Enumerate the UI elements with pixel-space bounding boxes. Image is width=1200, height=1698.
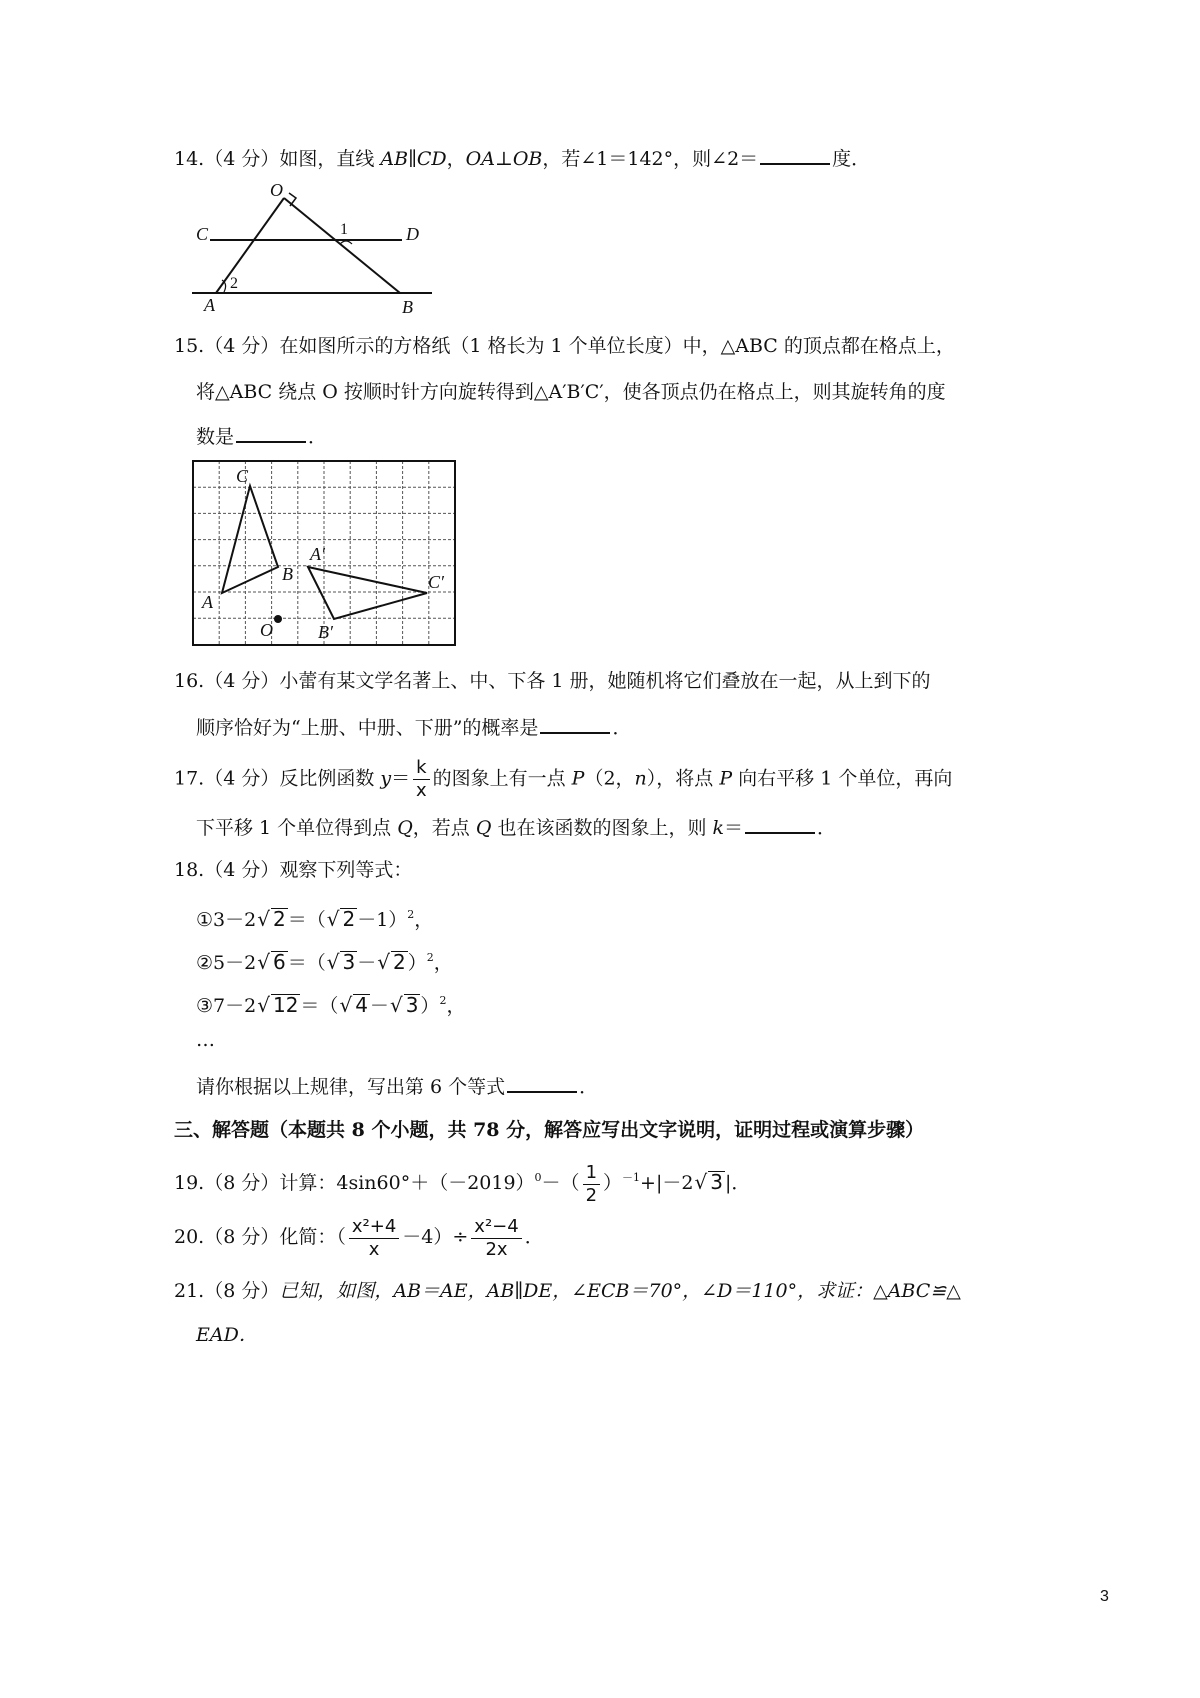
q17-text-2: 的图象上有一点 bbox=[432, 767, 572, 790]
q19-points: （8 分） bbox=[204, 1172, 280, 1194]
q18-points: （4 分） bbox=[204, 859, 280, 881]
q18-e3-a: ③7－2 bbox=[196, 995, 257, 1017]
q17-text-1: 反比例函数 bbox=[279, 767, 381, 790]
q19-radicand: 3 bbox=[710, 1170, 723, 1194]
q18-ask-text: 请你根据以上规律，写出第 6 个等式 bbox=[196, 1076, 506, 1098]
q18-equation-1 bbox=[196, 902, 433, 933]
q18-e3-radicand-1: 12 bbox=[272, 993, 299, 1017]
q14-figure bbox=[190, 178, 440, 318]
q18-e1-sup: 2 bbox=[407, 908, 415, 921]
q18-intro: 观察下列等式： bbox=[279, 859, 413, 881]
q14-label-d: D bbox=[406, 224, 419, 244]
q17-var-y: y bbox=[380, 767, 392, 790]
q14-answer-blank[interactable] bbox=[760, 145, 830, 165]
q14-angle-1: 1 bbox=[340, 221, 348, 238]
q17-line-2 bbox=[196, 814, 836, 841]
q14-number: 14. bbox=[174, 148, 205, 170]
q14-label-o: O bbox=[270, 180, 283, 200]
q16-text-2: 顺序恰好为“上册、中册、下册”的概率是 bbox=[196, 717, 539, 739]
section-3-heading: 三、解答题（本题共 8 个小题，共 78 分，解答应写出文字说明，证明过程或演算步骤） bbox=[174, 1119, 925, 1141]
q18-e2-radical-sign: √ bbox=[257, 950, 270, 974]
q18-e3-c: － bbox=[369, 995, 389, 1017]
q17-var-n: n bbox=[634, 767, 647, 790]
q17-text-9: ＝ bbox=[724, 817, 744, 839]
q20-text-3: ． bbox=[524, 1226, 544, 1248]
q17-point-p-2: P bbox=[719, 767, 733, 790]
q15-label-c-prime: C′ bbox=[428, 572, 444, 592]
q18-ask bbox=[196, 1073, 598, 1100]
q18-e3-radicand-2: 4 bbox=[355, 993, 368, 1017]
q18-e2-sup: 2 bbox=[426, 951, 434, 964]
q17-frac-den: x bbox=[416, 780, 427, 801]
q16-text-1: 小蕾有某文学名著上、中、下各 1 册，她随机将它们叠放在一起，从上到下的 bbox=[279, 670, 931, 692]
q16-line-1 bbox=[174, 668, 931, 694]
q14-oa-ob: OA⊥OB bbox=[465, 148, 543, 170]
q15-text-1: 在如图所示的方格纸（1 格长为 1 个单位长度）中，△ABC 的顶点都在格点上， bbox=[279, 335, 955, 357]
q18-e2-d: ， bbox=[433, 952, 453, 974]
q17-text-7: ，若点 bbox=[412, 817, 476, 839]
q18-e3-d: ， bbox=[446, 995, 466, 1017]
q19-frac-den: 2 bbox=[585, 1184, 598, 1206]
q18-e1-a: ①3－2 bbox=[196, 909, 257, 931]
q19-number: 19. bbox=[174, 1172, 205, 1194]
q18-e1-radicand-1: 2 bbox=[272, 907, 286, 931]
q18-e3-radical-sign-3: √ bbox=[389, 993, 403, 1017]
q16-points: （4 分） bbox=[204, 670, 280, 692]
q17-point-q: Q bbox=[397, 817, 413, 839]
q14-label-a: A bbox=[204, 295, 215, 315]
q15-text-4: ． bbox=[308, 426, 328, 448]
q18-equation-3 bbox=[196, 988, 465, 1019]
q19-sup-0: 0 bbox=[534, 1171, 542, 1184]
q17-points: （4 分） bbox=[204, 767, 280, 790]
q20-frac2-num: x²−4 bbox=[471, 1216, 521, 1239]
q21-text-1: 已知，如图，AB＝AE，AB∥DE，∠ECB＝70°，∠D＝110°，求证：△ABC≌△ bbox=[279, 1280, 961, 1302]
q18-e3-radicand-3: 3 bbox=[405, 993, 419, 1017]
q20-fraction-1 bbox=[349, 1216, 399, 1261]
q14-ab-cd: AB∥CD bbox=[380, 148, 447, 170]
q18-dots bbox=[196, 1027, 215, 1053]
q18-e3-b: ＝（ bbox=[300, 995, 339, 1017]
q19-text bbox=[174, 1158, 750, 1207]
q17-fraction bbox=[413, 757, 429, 802]
q19-sup-minus-1: －1 bbox=[622, 1171, 641, 1184]
q18-e2-b: ＝（ bbox=[287, 952, 326, 974]
q15-label-c: C bbox=[236, 466, 249, 486]
q20-number: 20. bbox=[174, 1226, 205, 1248]
q20-text-1: 化简：（ bbox=[279, 1226, 346, 1248]
q20-fraction-2 bbox=[471, 1216, 521, 1261]
q17-var-k: k bbox=[712, 817, 725, 839]
q18-e1-radical-sign-2: √ bbox=[326, 907, 340, 931]
q17-number: 17. bbox=[174, 767, 205, 790]
q18-ellipsis: … bbox=[196, 1029, 215, 1051]
q15-grid-figure bbox=[192, 460, 458, 648]
q17-text-4: ），将点 bbox=[646, 767, 720, 790]
q19-radical-sign: √ bbox=[694, 1170, 708, 1194]
q14-text-1: 如图，直线 bbox=[279, 148, 381, 170]
q15-line-1 bbox=[174, 333, 955, 359]
q15-label-a: A bbox=[202, 592, 213, 612]
q18-e1-radicand-2: 2 bbox=[342, 907, 356, 931]
q18-answer-blank[interactable] bbox=[507, 1073, 577, 1093]
q18-e2-radicand-1: 6 bbox=[272, 950, 286, 974]
q20-frac1-num: x²+4 bbox=[349, 1216, 399, 1239]
q18-ask-end: ． bbox=[579, 1076, 599, 1098]
q19-text-3: ） bbox=[603, 1172, 623, 1194]
q18-e1-b: ＝（ bbox=[287, 909, 326, 931]
q18-e1-radical-sign: √ bbox=[257, 907, 270, 931]
page-number: 3 bbox=[1100, 1588, 1109, 1605]
q16-answer-blank[interactable] bbox=[540, 714, 610, 734]
q17-point-q-2: Q bbox=[475, 817, 492, 839]
q19-text-2: －（ bbox=[541, 1172, 580, 1194]
q16-number: 16. bbox=[174, 670, 205, 692]
q15-label-a-prime: A′ bbox=[310, 544, 325, 564]
q14-angle-2: 2 bbox=[230, 275, 238, 292]
q14-text-2: ， bbox=[446, 148, 466, 170]
q17-text-6: 下平移 1 个单位得到点 bbox=[196, 817, 398, 839]
q18-e3-radical-sign: √ bbox=[257, 993, 270, 1017]
q16-line-2 bbox=[196, 714, 631, 741]
q18-line-1 bbox=[174, 857, 412, 883]
q14-label-c: C bbox=[196, 224, 209, 244]
q18-equation-2 bbox=[196, 945, 453, 976]
q17-text-10: ． bbox=[817, 817, 837, 839]
q17-eq: ＝ bbox=[391, 767, 411, 790]
q17-text-5: 向右平移 1 个单位，再向 bbox=[732, 767, 953, 790]
q19-fraction bbox=[583, 1162, 600, 1207]
q21-points: （8 分） bbox=[204, 1280, 280, 1302]
q18-e3-e: ） bbox=[420, 995, 440, 1017]
q18-e2-radical-sign-2: √ bbox=[326, 950, 340, 974]
q17-text-3: （2， bbox=[584, 767, 635, 790]
q15-line-2 bbox=[196, 379, 946, 405]
q15-text-2: 将△ABC 绕点 O 按顺时针方向旋转得到△A′B′C′，使各顶点仍在格点上，则其旋转角的度 bbox=[196, 381, 946, 403]
q14-text-4: 度． bbox=[832, 148, 871, 170]
q21-line-1 bbox=[174, 1278, 961, 1304]
q21-number: 21. bbox=[174, 1280, 205, 1302]
q18-e2-radical-sign-3: √ bbox=[377, 950, 390, 974]
q15-answer-blank[interactable] bbox=[236, 423, 306, 443]
q20-text-2: －4）÷ bbox=[402, 1226, 469, 1248]
q15-number: 15. bbox=[174, 335, 205, 357]
q18-e3-radical-sign-2: √ bbox=[339, 993, 353, 1017]
q20-text bbox=[174, 1215, 544, 1261]
q18-e2-a: ②5－2 bbox=[196, 952, 257, 974]
q18-e2-radicand-3: 2 bbox=[392, 950, 406, 974]
q19-text-1: 计算：4sin60°＋（－2019） bbox=[279, 1172, 535, 1194]
q18-e3-sup: 2 bbox=[439, 994, 447, 1007]
q17-answer-blank[interactable] bbox=[745, 814, 815, 834]
q15-label-o: O bbox=[260, 620, 273, 640]
q14-points: （4 分） bbox=[204, 148, 280, 170]
q15-label-b: B bbox=[282, 564, 293, 584]
q18-e2-e: ） bbox=[407, 952, 427, 974]
q21-line-2: EAD． bbox=[196, 1324, 258, 1346]
q19-text-5: |． bbox=[724, 1172, 751, 1194]
q14-label-b: B bbox=[402, 297, 413, 317]
q19-text-4: +|－2 bbox=[640, 1172, 694, 1194]
q15-label-b-prime: B′ bbox=[318, 622, 333, 642]
q14-text-3: ，若∠1＝142°，则∠2＝ bbox=[542, 148, 759, 170]
q18-e1-d: ， bbox=[414, 909, 434, 931]
q18-e1-c: －1） bbox=[357, 909, 408, 931]
q15-text-3: 数是 bbox=[196, 426, 235, 448]
q16-text-3: ． bbox=[612, 717, 632, 739]
q20-frac1-den: x bbox=[368, 1238, 380, 1260]
q20-points: （8 分） bbox=[204, 1226, 280, 1248]
q15-points: （4 分） bbox=[204, 335, 280, 357]
q18-e2-radicand-2: 3 bbox=[342, 950, 356, 974]
q17-text-8: 也在该函数的图象上，则 bbox=[491, 817, 713, 839]
q18-e2-c: － bbox=[357, 952, 377, 974]
q15-line-3 bbox=[196, 423, 327, 450]
q20-frac2-den: 2x bbox=[485, 1238, 508, 1260]
q17-point-p: P bbox=[571, 767, 585, 790]
q17-frac-num: k bbox=[413, 757, 429, 780]
q17-line-1 bbox=[174, 757, 952, 802]
q18-number: 18. bbox=[174, 859, 205, 881]
q19-frac-num: 1 bbox=[583, 1162, 600, 1185]
q14-text bbox=[174, 145, 870, 172]
